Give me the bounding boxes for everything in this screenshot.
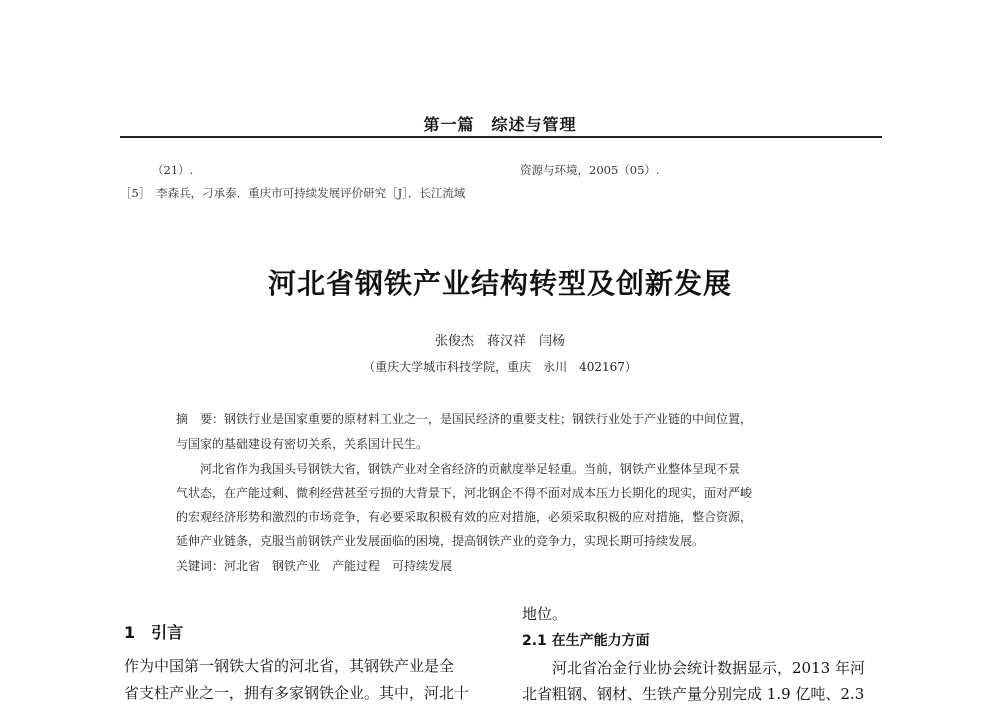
article-authors: 张俊杰 蒋汉祥 闫杨 [434, 334, 565, 349]
body-line: 作为中国第一钢铁大省的河北省，其钢铁产业是全 [124, 657, 455, 675]
header-rule [120, 136, 882, 138]
article-title: 河北省钢铁产业结构转型及创新发展 [267, 267, 732, 300]
abstract-line: 延伸产业链条，克服当前钢铁产业发展面临的困境，提高钢铁产业的竞争力，实现长期可持续发展。 [176, 534, 705, 548]
body-line: 北省粗钢、钢材、生铁产量分别完成 1.9 亿吨、2.3 [522, 685, 865, 703]
section-1-heading: 1 引言 [124, 623, 184, 642]
article-affiliation: （重庆大学城市科技学院，重庆 永川 402167） [363, 360, 637, 374]
abstract-line: 的宏观经济形势和激烈的市场竞争，有必要采取积极有效的应对措施，必须采取积极的应对措施，整合资源， [176, 510, 753, 524]
body-line: 河北省冶金行业协会统计数据显示，2013 年河 [522, 659, 865, 677]
abstract-line: 气状态，在产能过剩、微利经营甚至亏损的大背景下，河北钢企不得不面对成本压力长期化的现实，面对严峻 [176, 486, 753, 500]
keywords: 关键词：河北省 钢铁产业 产能过程 可持续发展 [176, 559, 453, 573]
body-line: 省支柱产业之一，拥有多家钢铁企业。其中，河北十 [124, 684, 470, 702]
abstract-line: 与国家的基础建设有密切关系，关系国计民生。 [176, 437, 429, 451]
reference-5: ［5］ 李森兵，刁承泰．重庆市可持续发展评价研究［J］．长江流域 [120, 186, 466, 200]
subsection-2-1-heading: 2.1 在生产能力方面 [522, 633, 650, 649]
running-header: 第一篇 综述与管理 [423, 115, 577, 134]
body-line: 地位。 [522, 605, 568, 623]
reference-continuation-right: 资源与环境，2005（05）. [520, 163, 660, 177]
abstract-line: 摘 要：钢铁行业是国家重要的原材料工业之一，是国民经济的重要支柱；钢铁行业处于产业链的中间位置， [176, 412, 753, 426]
abstract-line: 河北省作为我国头号钢铁大省，钢铁产业对全省经济的贡献度举足轻重。当前，钢铁产业整体呈现不景 [176, 462, 741, 476]
reference-continuation-left: （21）. [152, 163, 194, 177]
